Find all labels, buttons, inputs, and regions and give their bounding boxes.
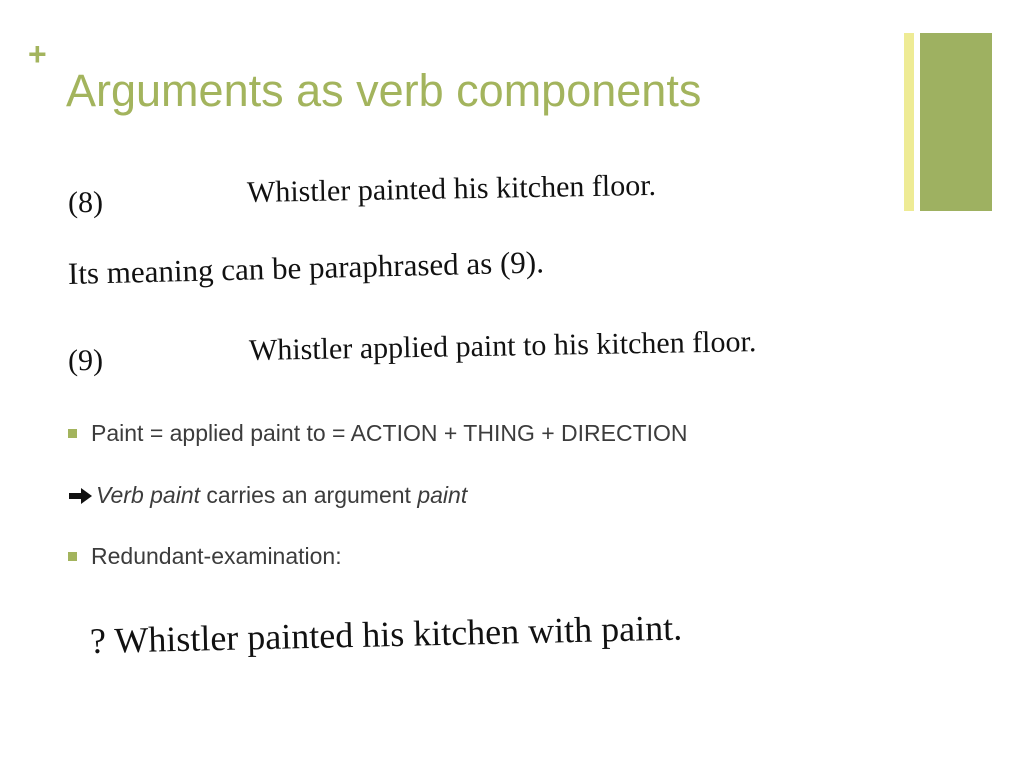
right-arrow-icon xyxy=(68,486,94,506)
example-9-number: (9) xyxy=(67,343,104,378)
accent-block-bar xyxy=(920,33,992,211)
paraphrase-line: Its meaning can be paraphrased as (9). xyxy=(67,244,545,291)
arrow-text-plain: carries an argument xyxy=(200,482,418,508)
accent-thin-bar xyxy=(904,33,914,211)
bullet-text: Paint = applied paint to = ACTION + THING + DIRECTION xyxy=(91,420,688,446)
bullet-item-redundant-examination xyxy=(68,543,342,570)
bullet-text: Redundant-examination: xyxy=(91,543,342,569)
square-bullet-icon xyxy=(68,552,77,561)
arrow-text-italic-1: Verb paint xyxy=(96,482,200,508)
final-example-sentence: ? Whistler painted his kitchen with paint. xyxy=(89,607,683,661)
example-9-text: Whistler applied paint to his kitchen floor. xyxy=(248,325,757,367)
plus-mark: + xyxy=(28,36,47,72)
arrow-text-italic-2: paint xyxy=(417,482,468,508)
bullet-item-paint-definition xyxy=(68,420,688,447)
example-8-number: (8) xyxy=(67,185,104,220)
slide-title: Arguments as verb components xyxy=(66,65,702,116)
square-bullet-icon xyxy=(68,429,77,438)
arrow-statement xyxy=(68,482,467,509)
example-8-text: Whistler painted his kitchen floor. xyxy=(246,168,657,209)
